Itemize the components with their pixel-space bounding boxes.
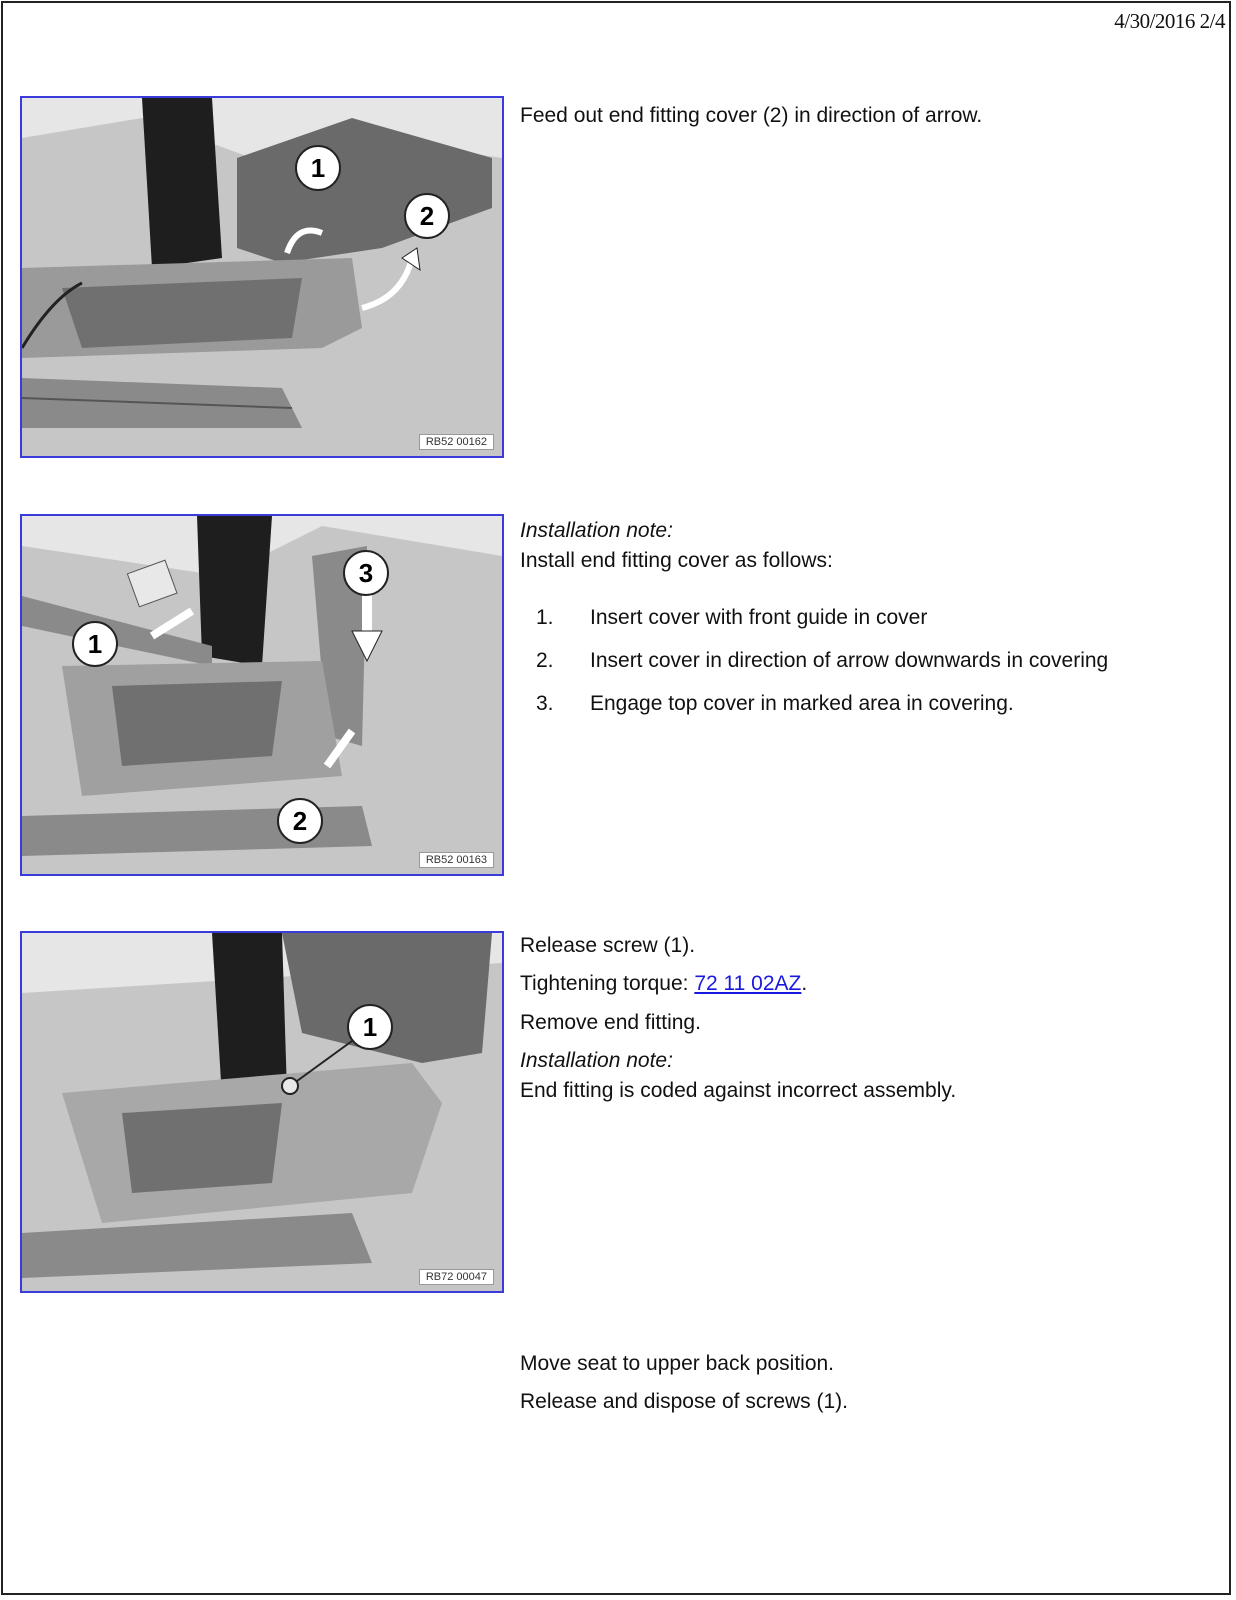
callout-2-label: 2 <box>292 806 308 836</box>
callout-1-label: 1 <box>362 1012 378 1042</box>
list-item <box>520 648 1220 674</box>
seat-cover-illustration-1 <box>22 98 502 456</box>
instruction-text: Release screw (1). <box>520 934 696 957</box>
section-4-text <box>520 1351 1220 1428</box>
figure-2-image <box>20 514 504 876</box>
instruction-text: Remove end fitting. <box>520 1010 701 1034</box>
installation-intro: Install end fitting cover as follows: <box>520 549 833 573</box>
installation-note-text: End fitting is coded against incorrect assembly. <box>520 1079 957 1102</box>
step-number: 3. <box>536 692 554 715</box>
seat-end-fitting-illustration <box>22 933 502 1291</box>
figure-1-image <box>20 96 504 458</box>
section-2-text <box>520 518 1220 734</box>
callout-1-label: 1 <box>310 153 326 183</box>
figure-code: RB52 00163 <box>419 852 494 868</box>
section-3-text <box>520 933 1220 1116</box>
callout-2-label: 2 <box>419 201 435 231</box>
step-text: Insert cover in direction of arrow downwards in covering <box>590 648 1109 672</box>
installation-steps-list <box>520 605 1220 718</box>
seat-cover-illustration-2 <box>22 516 502 874</box>
instruction-text: Feed out end fitting cover (2) in direction of arrow. <box>520 104 983 127</box>
torque-label: Tightening torque: <box>520 972 695 996</box>
instruction-text: Release and dispose of screws (1). <box>520 1390 848 1414</box>
step-text: Engage top cover in marked area in covering. <box>590 692 1014 715</box>
callout-3-label: 3 <box>358 558 374 588</box>
step-text: Insert cover with front guide in cover <box>590 605 928 629</box>
list-item <box>520 605 1220 631</box>
section-1-text <box>520 103 1220 141</box>
step-number: 2. <box>536 648 554 672</box>
torque-line <box>520 971 1220 997</box>
torque-suffix: . <box>801 972 808 996</box>
list-item <box>520 691 1220 717</box>
installation-note-label: Installation note: <box>520 519 673 542</box>
instruction-text: Move seat to upper back position. <box>520 1352 835 1375</box>
figure-3-image <box>20 931 504 1293</box>
figure-code: RB72 00047 <box>419 1269 494 1285</box>
torque-spec-link[interactable]: 72 11 02AZ <box>694 972 802 996</box>
document-page <box>1 1 1231 1595</box>
callout-1-label: 1 <box>87 629 103 659</box>
step-number: 1. <box>536 605 554 629</box>
figure-code: RB52 00162 <box>419 434 494 450</box>
installation-note-label: Installation note: <box>520 1048 673 1072</box>
page-date-number: 4/30/2016 2/4 <box>1114 9 1225 33</box>
